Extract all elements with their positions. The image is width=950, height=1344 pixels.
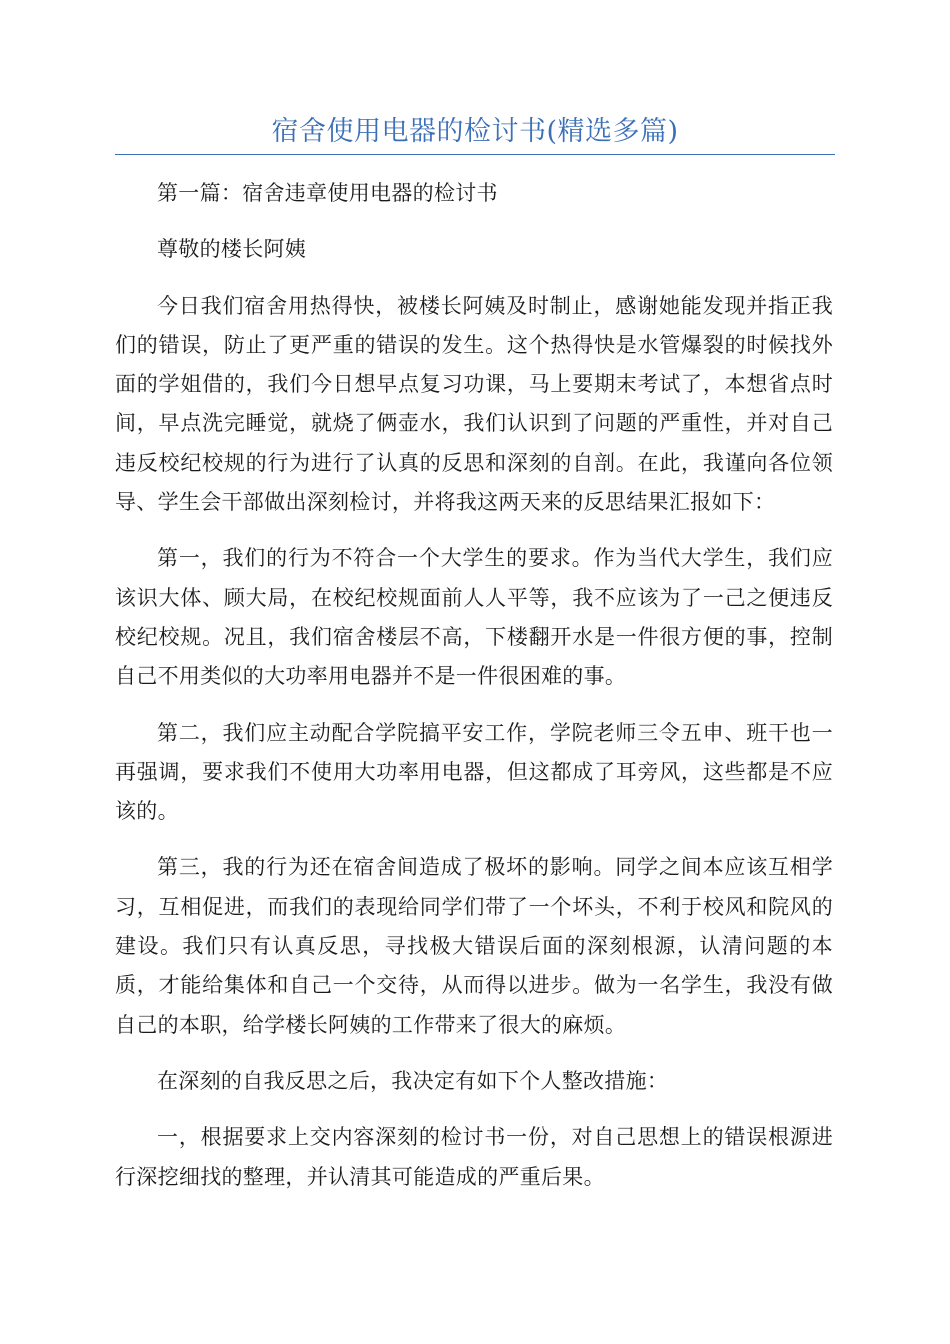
paragraph: 一，根据要求上交内容深刻的检讨书一份，对自己思想上的错误根源进行深挖细找的整理，并认清其可能造成的严重后果。 xyxy=(115,1125,833,1189)
paragraph: 今日我们宿舍用热得快，被楼长阿姨及时制止，感谢她能发现并指正我们的错误，防止了更严重的错误的发生。这个热得快是水管爆裂的时候找外面的学姐借的，我们今日想早点复习功课，马上要期末考试了，本想省点时间，早点洗完睡觉，就烧了俩壶水，我们认识到了问题的严重性，并对自己违反校纪校规的行为进行了认真的反思和深刻的自剖。在此，我谨向各位领导、学生会干部做出深刻检讨，并将我这两天来的反思结果汇报如下： xyxy=(115,293,833,515)
paragraph: 在深刻的自我反思之后，我决定有如下个人整改措施： xyxy=(157,1068,669,1093)
paragraph: 第二，我们应主动配合学院搞平安工作，学院老师三令五申、班干也一再强调，要求我们不使用大功率用电器，但这都成了耳旁风，这些都是不应该的。 xyxy=(115,720,833,824)
paragraph: 第一，我们的行为不符合一个大学生的要求。作为当代大学生，我们应该识大体、顾大局，在校纪校规面前人人平等，我不应该为了一己之便违反校纪校规。况且，我们宿舍楼层不高，下楼翻开水是一件很方便的事，控制自己不用类似的大功率用电器并不是一件很困难的事。 xyxy=(115,546,833,689)
paragraph: 第三，我的行为还在宿舍间造成了极坏的影响。同学之间本应该互相学习，互相促进，而我们的表现给同学们带了一个坏头，不利于校风和院风的建设。我们只有认真反思，寻找极大错误后面的深刻根源，认清问题的本质，才能给集体和自己一个交待，从而得以进步。做为一名学生，我没有做自己的本职，给学楼长阿姨的工作带来了很大的麻烦。 xyxy=(115,855,833,1037)
section-heading: 第一篇：宿舍违章使用电器的检讨书 xyxy=(157,181,498,205)
salutation: 尊敬的楼长阿姨 xyxy=(157,237,307,262)
document-body xyxy=(115,174,833,1214)
document-title: 宿舍使用电器的检讨书(精选多篇) xyxy=(271,116,679,147)
title-underline xyxy=(115,154,835,155)
